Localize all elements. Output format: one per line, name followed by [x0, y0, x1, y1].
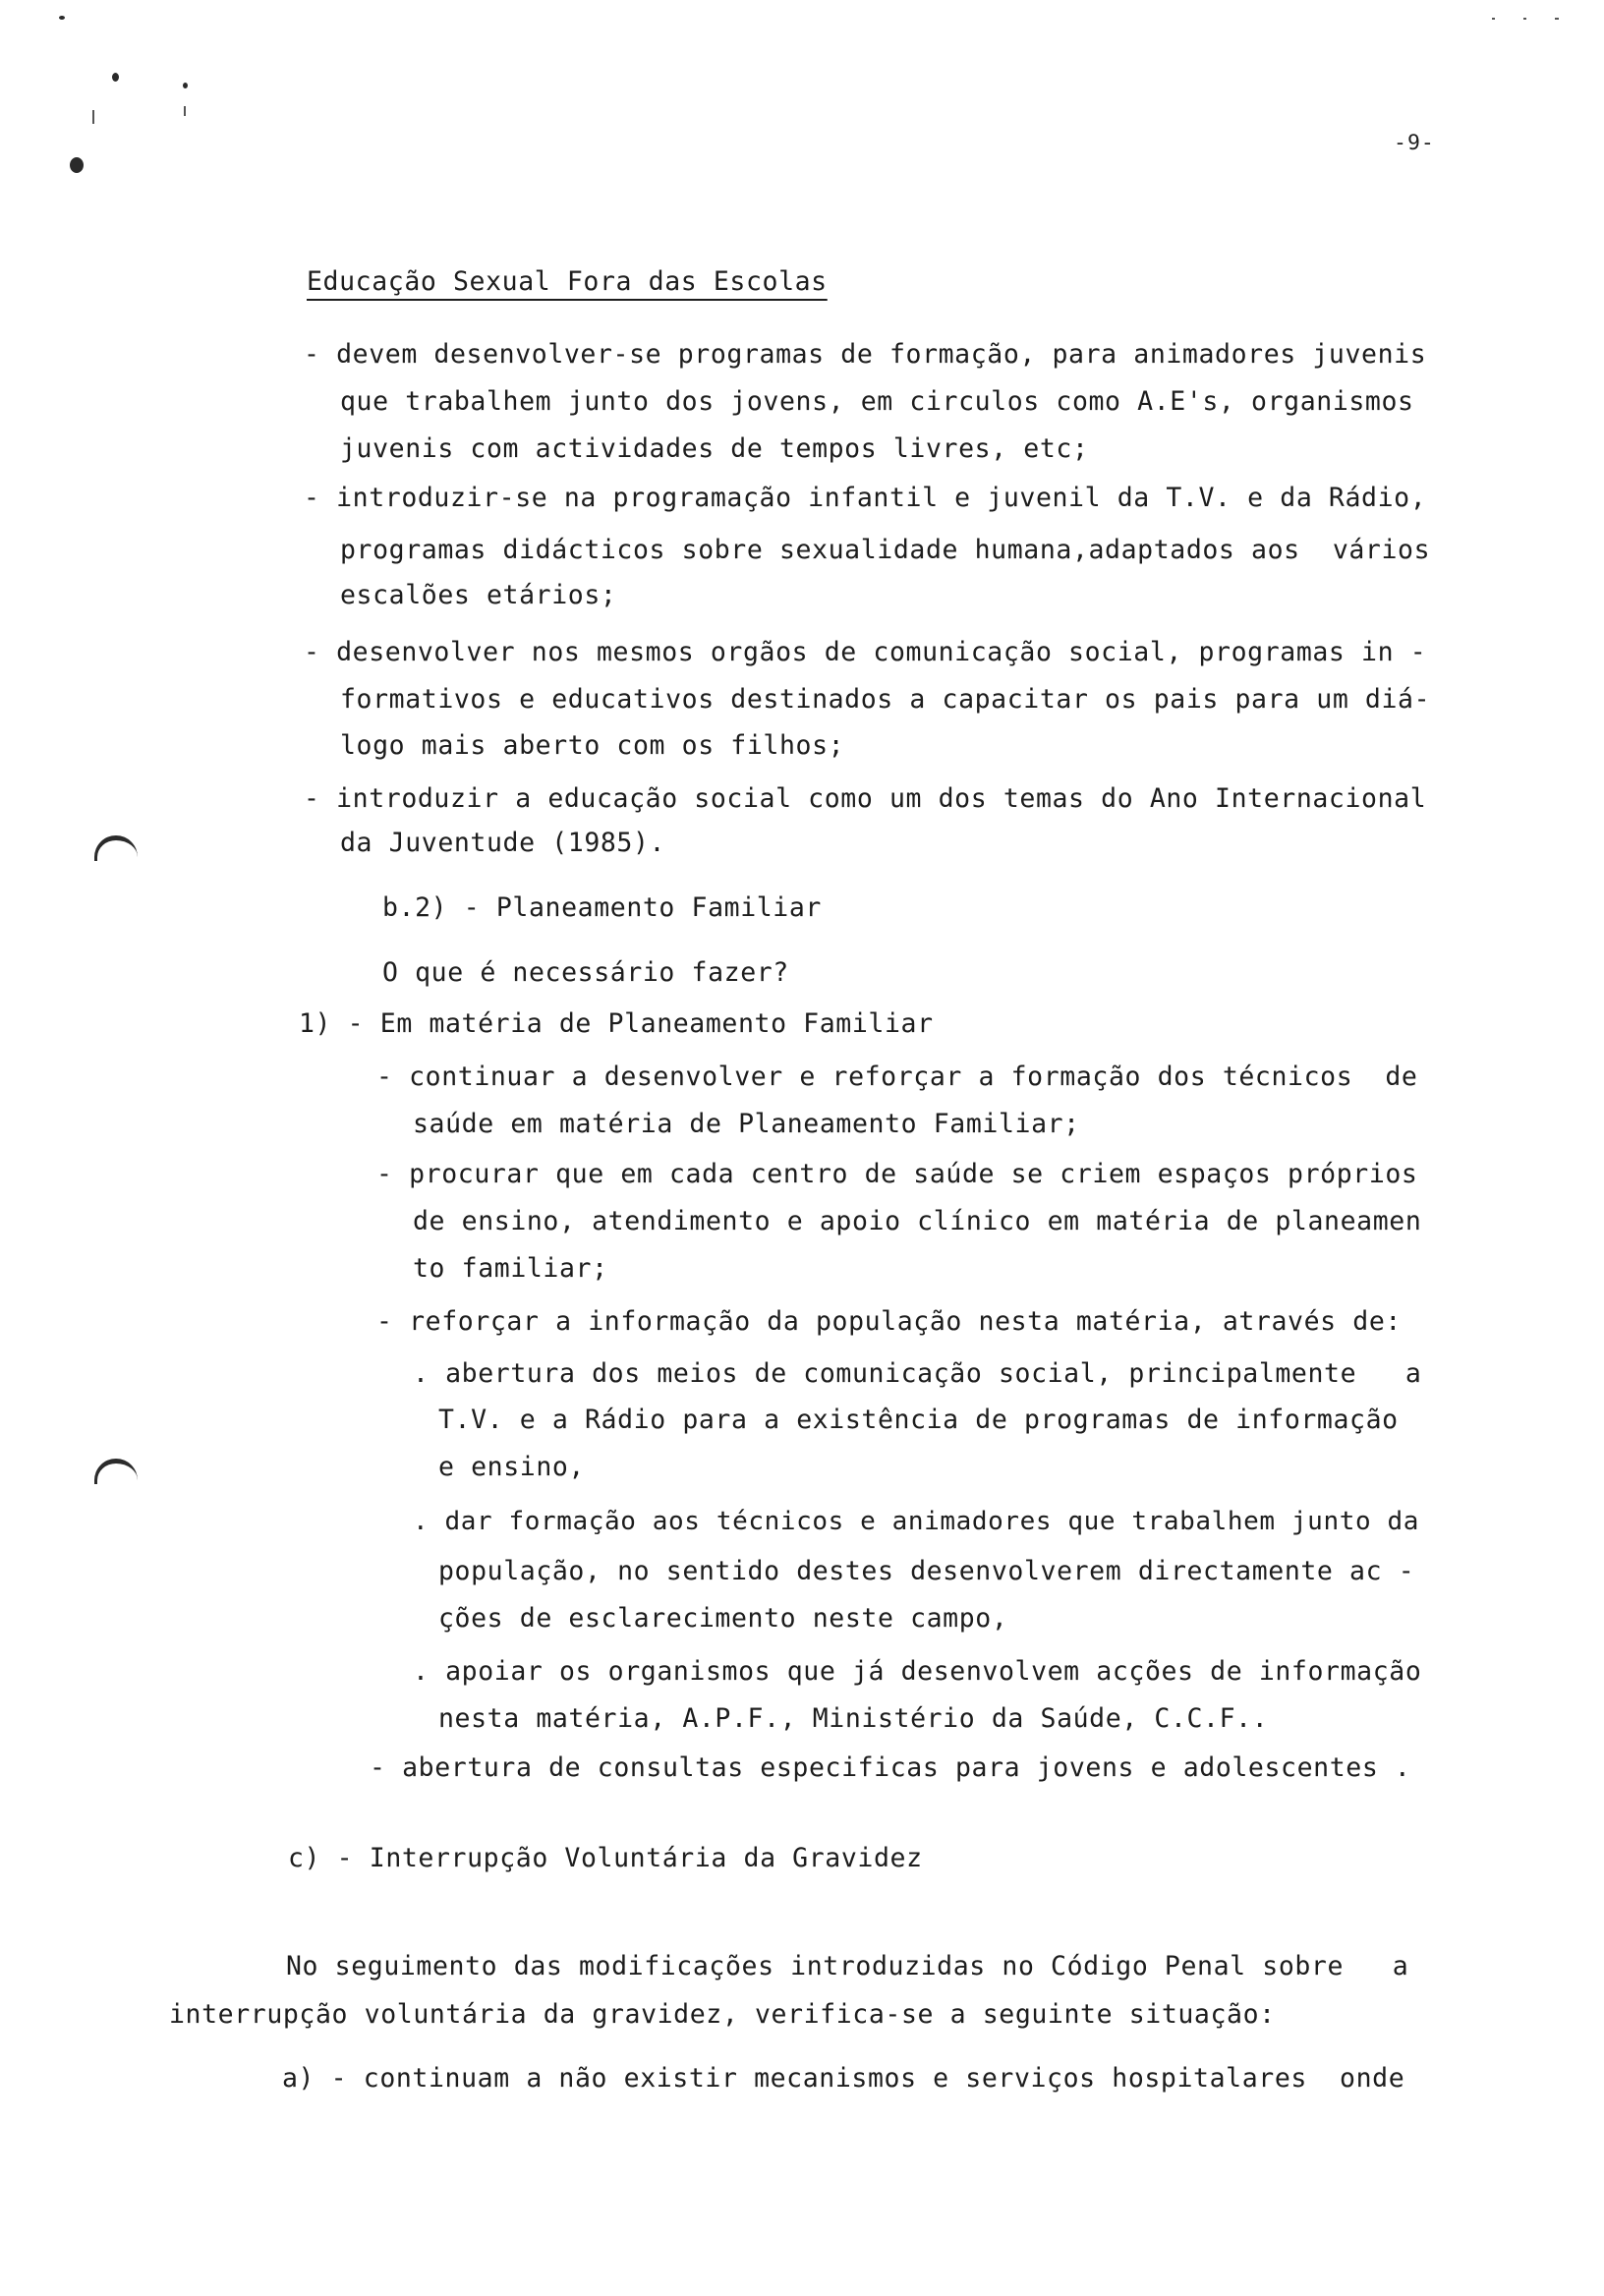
scan-speck — [184, 106, 186, 116]
text-line: nesta matéria, A.P.F., Ministério da Saúde, C.C.F.. — [438, 1703, 1269, 1734]
text-line: da Juventude (1985). — [340, 828, 666, 858]
scan-speck — [1492, 18, 1495, 20]
text-line: No seguimento das modificações introduzidas no Código Penal sobre a — [286, 1951, 1409, 1981]
text-line: população, no sentido destes desenvolverem directamente ac - — [438, 1556, 1415, 1586]
text-line: interrupção voluntária da gravidez, verifica-se a seguinte situação: — [169, 1999, 1276, 2030]
text-line: to familiar; — [413, 1253, 608, 1284]
text-line: . apoiar os organismos que já desenvolvem acções de informação — [413, 1656, 1422, 1687]
text-line: juvenis com actividades de tempos livres, etc; — [340, 433, 1089, 464]
text-line: logo mais aberto com os filhos; — [340, 730, 845, 761]
list-heading: 1) - Em matéria de Planeamento Familiar — [299, 1008, 934, 1039]
punch-hole-mark — [94, 835, 138, 861]
scan-speck — [112, 73, 119, 82]
text-line: O que é necessário fazer? — [382, 957, 789, 988]
text-line: escalões etários; — [340, 580, 617, 610]
text-line: ções de esclarecimento neste campo, — [438, 1603, 1008, 1634]
scan-speck — [183, 83, 188, 88]
subsection-heading: c) - Interrupção Voluntária da Gravidez — [288, 1843, 923, 1873]
text-line: T.V. e a Rádio para a existência de programas de informação — [438, 1405, 1399, 1435]
text-line: formativos e educativos destinados a capacitar os pais para um diá- — [340, 684, 1431, 715]
text-line: saúde em matéria de Planeamento Familiar; — [413, 1109, 1080, 1139]
text-line: a) - continuam a não existir mecanismos e serviços hospitalares onde — [282, 2063, 1405, 2094]
page-number: -9- — [1394, 131, 1435, 155]
text-line: - abertura de consultas especificas para jovens e adolescentes . — [370, 1752, 1411, 1783]
text-line: . dar formação aos técnicos e animadores que trabalhem junto da — [413, 1507, 1419, 1536]
text-line: programas didácticos sobre sexualidade humana,adaptados aos vários — [340, 535, 1431, 565]
text-line: - introduzir-se na programação infantil e juvenil da T.V. e da Rádio, — [304, 483, 1427, 513]
text-line: - introduzir a educação social como um dos temas do Ano Internacional — [304, 783, 1427, 814]
text-line: de ensino, atendimento e apoio clínico em matéria de planeamen — [413, 1206, 1422, 1236]
scan-speck — [92, 110, 94, 124]
scan-speck — [70, 157, 84, 173]
text-line: - continuar a desenvolver e reforçar a formação dos técnicos de — [376, 1062, 1418, 1092]
punch-hole-mark — [94, 1459, 138, 1484]
text-line: - desenvolver nos mesmos orgãos de comunicação social, programas in - — [304, 637, 1427, 667]
scan-speck — [1555, 18, 1559, 20]
subsection-heading: b.2) - Planeamento Familiar — [382, 892, 822, 923]
text-line: . abertura dos meios de comunicação social, principalmente a — [413, 1358, 1422, 1389]
text-line: - procurar que em cada centro de saúde se criem espaços próprios — [376, 1159, 1418, 1189]
scan-speck — [1523, 18, 1526, 20]
text-line: - devem desenvolver-se programas de formação, para animadores juvenis — [304, 339, 1427, 370]
text-line: e ensino, — [438, 1452, 585, 1482]
scan-speck — [59, 16, 65, 20]
section-heading: Educação Sexual Fora das Escolas — [307, 266, 828, 297]
text-line: que trabalhem junto dos jovens, em circulos como A.E's, organismos — [340, 386, 1414, 417]
text-line: - reforçar a informação da população nesta matéria, através de: — [376, 1306, 1402, 1337]
